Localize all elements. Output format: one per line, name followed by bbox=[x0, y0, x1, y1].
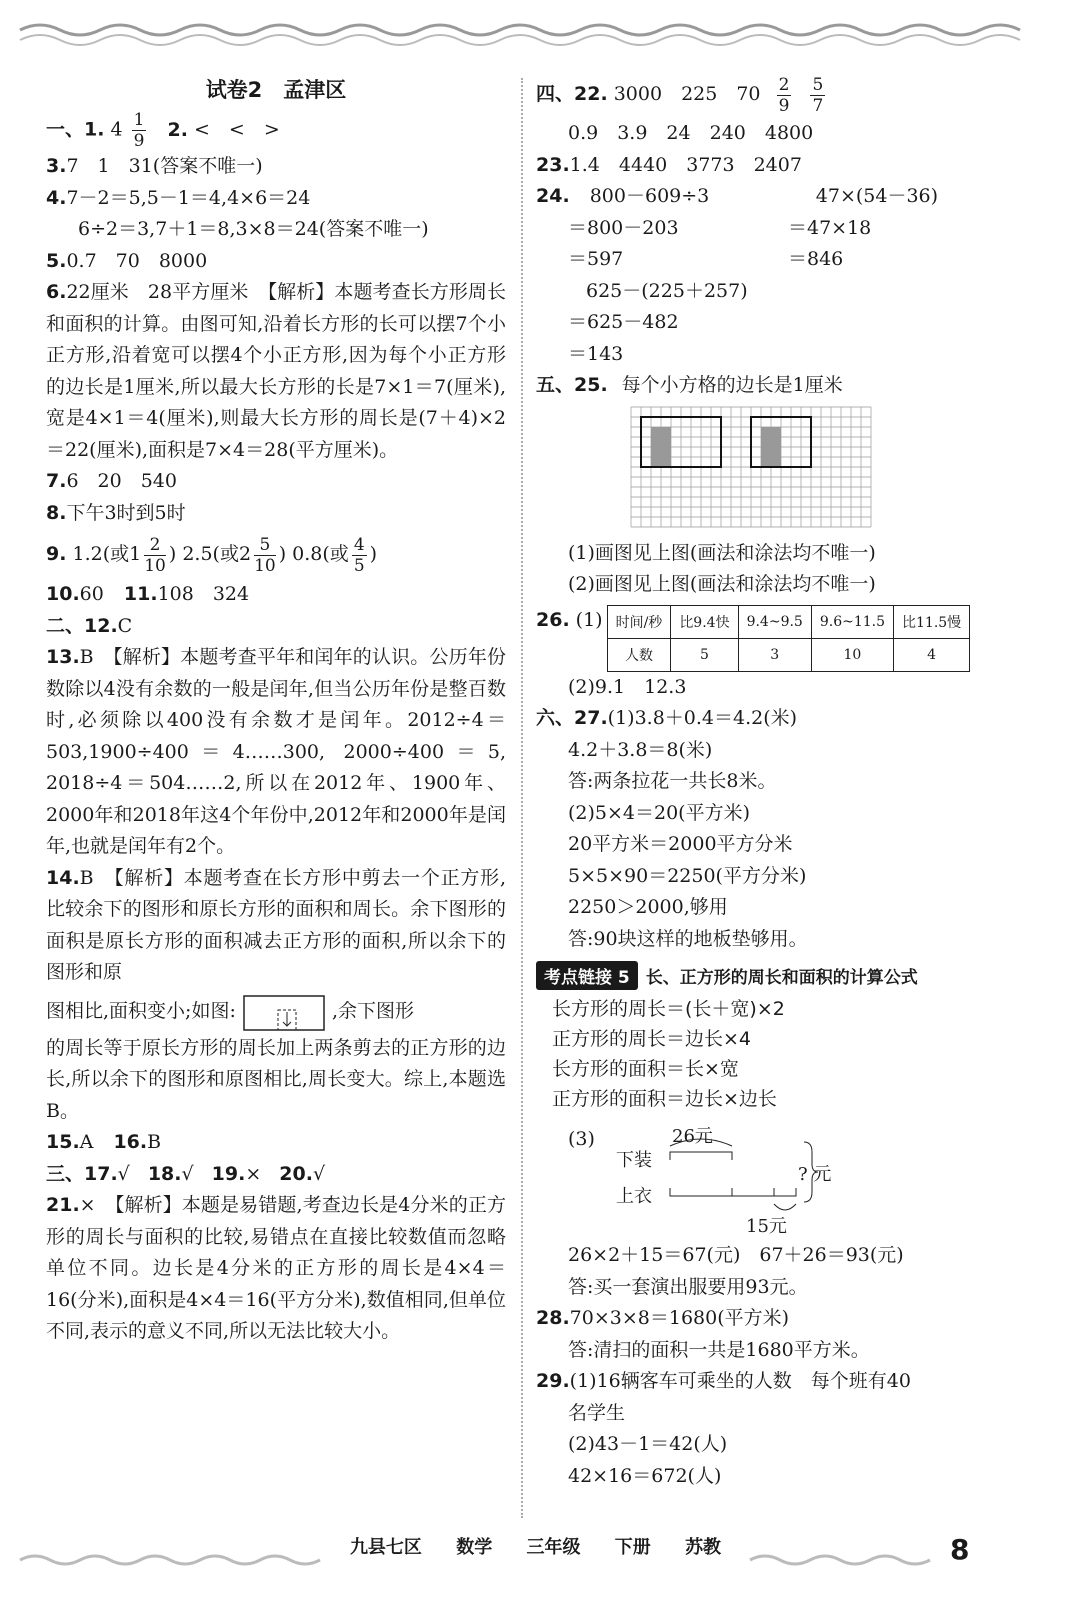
footer: 九县七区 数学 三年级 下册 苏教 bbox=[349, 1537, 722, 1558]
answer-q27: 六、27.(1)3.8＋0.4＝4.2(米) bbox=[536, 707, 798, 729]
answer-q9: 9. 1.2(或1 $\frac{2}{10}$ ) 2.5(或2 $\frac{5}{10}$ ) 0.8(或 $\frac{4}{5}$ ) bbox=[46, 534, 378, 576]
answer-q24-c3: ＝143 bbox=[568, 342, 624, 365]
page-title: 试卷2 孟津区 bbox=[205, 78, 347, 102]
kaodian-tag: 考点链接 5 bbox=[536, 961, 638, 990]
answer-q24-step2: ＝800－203 ＝47×18 bbox=[568, 216, 872, 239]
answer-q27-l8: 答:90块这样的地板垫够用。 bbox=[568, 927, 808, 950]
fraction: $\frac{4}{5}$ bbox=[353, 534, 365, 576]
answer-q25-part1: (1)画图见上图(画法和涂法均不唯一) bbox=[568, 541, 876, 564]
answer-q24-c1: 625－(225＋257) bbox=[586, 279, 748, 302]
line-segment-diagram bbox=[656, 1124, 916, 1234]
fraction: $\frac{2}{10}$ bbox=[144, 534, 166, 576]
answer-q6: 6.22厘米 28平方厘米 【解析】本题考查长方形周长和面积的计算。由图可知,沿着长方形的长可以摆7个小正方形,沿着宽可以摆4个小正方形,因为每个小正方形的边长是1厘米,所以最大长方形的长是7×1＝7(厘米),宽是4×1＝4(厘米),则最大长方形的周长是(7＋4)×2＝22(厘米),面积是7×4＝28(平方厘米)。 bbox=[46, 281, 506, 461]
kaodian-link bbox=[536, 961, 1011, 990]
q27-part3-diagram: (3) 26元 下装 上衣 ? 元 15元 bbox=[536, 1124, 1011, 1240]
fraction: $\frac{5}{10}$ bbox=[254, 534, 276, 576]
answer-q29-l2: 名学生 bbox=[568, 1401, 626, 1424]
answer-q24: 24. 800－609÷3 47×(54－36) bbox=[536, 185, 939, 207]
answer-q23: 23.1.4 4440 3773 2407 bbox=[536, 153, 802, 176]
fraction: $\frac{2}{9}$ bbox=[778, 74, 790, 116]
fraction: $\frac{5}{7}$ bbox=[812, 74, 824, 116]
answer-q27-l3: 答:两条拉花一共长8米。 bbox=[568, 770, 777, 792]
answer-q13: 13.B 【解析】本题考查平年和闰年的认识。公历年份数除以4没有余数的一般是闰年,但当公历年份是整百数时,必须除以400没有余数才是闰年。2012÷4＝503,1900÷400＝4……300, 2000÷400＝5, 2018÷4＝504……2,所以在2012年、1900年、2000年和2018年这4个年份中,2012年和2000年是闰年,也就是闰年有2个。 bbox=[46, 646, 506, 857]
table-row: 人数 5 3 10 4 bbox=[607, 638, 970, 671]
answer-q4: 4.7－2＝5,5－1＝4,4×6＝24 bbox=[46, 186, 311, 209]
cut-rectangle-figure bbox=[242, 992, 326, 1032]
answer-q14-figure-line: 图相比,面积变小;如图: ,余下图形 bbox=[46, 989, 506, 1033]
answer-q25-part2: (2)画图见上图(画法和涂法均不唯一) bbox=[568, 573, 876, 595]
answer-q22: 四、22. 3000 225 70 $\frac{2}{9}$ $\frac{5}{7}$ bbox=[536, 74, 824, 116]
answer-q4-line2: 6÷2＝3,7＋1＝8,3×8＝24(答案不唯一) bbox=[78, 218, 429, 240]
page-number: 8 bbox=[950, 1533, 970, 1566]
kaodian-title: 长、正方形的周长和面积的计算公式 bbox=[645, 968, 918, 988]
answer-q14-part2: 的周长等于原长方形的周长加上两条剪去的正方形的边长,所以余下的图形和原图相比,周长变大。综上,本题选B。 bbox=[46, 1036, 506, 1122]
answer-q27-l4: (2)5×4＝20(平方米) bbox=[568, 801, 751, 824]
formula-4: 正方形的面积＝边长×边长 bbox=[552, 1088, 777, 1110]
answer-q27-l5: 20平方米＝2000平方分米 bbox=[568, 833, 793, 855]
answer-q27-l7: 2250＞2000,够用 bbox=[568, 896, 728, 918]
answer-q24-step3: ＝597 ＝846 bbox=[568, 248, 844, 270]
answer-q10: 10.60 11.108 324 bbox=[46, 583, 250, 605]
fraction: $\frac{1}{9}$ bbox=[133, 110, 145, 151]
answer-q27-l6: 5×5×90＝2250(平方分米) bbox=[568, 864, 807, 887]
answer-q26: 26. (1) 时间/秒 比9.4快 9.4~9.5 9.6~11.5 比11.5慢 人数 5 3 10 4 bbox=[536, 605, 1011, 672]
answer-q29-l3: (2)43－1＝42(人) bbox=[568, 1433, 728, 1455]
answer-q14: 14.B 【解析】本题考查在长方形中剪去一个正方形,比较余下的图形和原长方形的面积和周长。余下图形的面积是原长方形的面积减去正方形的面积,所以余下的图形和原 bbox=[46, 866, 506, 983]
answer-q7: 7.6 20 540 bbox=[46, 470, 177, 492]
answer-q26-part2: (2)9.1 12.3 bbox=[568, 675, 687, 698]
answer-q1: 一、1. 4 $\frac{1}{9}$ 2. < < > bbox=[46, 110, 280, 151]
left-column bbox=[46, 70, 506, 1348]
table-header-row: 时间/秒 比9.4快 9.4~9.5 9.6~11.5 比11.5慢 bbox=[607, 605, 970, 638]
answer-q12: 二、12.C bbox=[46, 614, 133, 637]
answer-q27-c2: 答:买一套演出服要用93元。 bbox=[568, 1275, 808, 1298]
answer-q21: 21.× 【解析】本题是易错题,考查边长是4分米的正方形的周长与面积的比较,易错点在直接比较数值而忽略单位不同。边长是4分米的正方形的周长是4×4＝16(分米),面积是4×4＝16(平方分米),数值相同,但单位不同,表示的意义不同,所以无法比较大小。 bbox=[46, 1194, 506, 1342]
right-column bbox=[536, 70, 1011, 1492]
answer-q28: 28.70×3×8＝1680(平方米) bbox=[536, 1307, 790, 1329]
formula-3: 长方形的面积＝长×宽 bbox=[552, 1058, 739, 1080]
answer-q22-line2: 0.9 3.9 24 240 4800 bbox=[568, 122, 814, 144]
answer-q27-c1: 26×2＋15＝67(元) 67＋26＝93(元) bbox=[568, 1244, 904, 1266]
answer-q25: 五、25. 每个小方格的边长是1厘米 bbox=[536, 374, 843, 396]
answer-q29: 29.(1)16辆客车可乘坐的人数 每个班有40 bbox=[536, 1370, 911, 1392]
q26-table bbox=[607, 605, 971, 672]
answer-q29-l4: 42×16＝672(人) bbox=[568, 1464, 722, 1487]
answer-q27-l2: 4.2＋3.8＝8(米) bbox=[568, 738, 713, 761]
top-wave-border bbox=[0, 0, 1071, 60]
answer-q3: 3.7 1 31(答案不唯一) bbox=[46, 155, 263, 177]
answer-q17-20: 三、17.√ 18.√ 19.× 20.√ bbox=[46, 1162, 326, 1185]
answer-q15: 15.A 16.B bbox=[46, 1131, 162, 1153]
formula-1: 长方形的周长＝(长＋宽)×2 bbox=[552, 998, 785, 1020]
answer-q28-l2: 答:清扫的面积一共是1680平方米。 bbox=[568, 1338, 870, 1361]
formula-2: 正方形的周长＝边长×4 bbox=[552, 1028, 752, 1050]
answer-q8: 8.下午3时到5时 bbox=[46, 501, 186, 524]
column-divider bbox=[521, 78, 523, 1518]
grid-figure bbox=[630, 406, 880, 534]
answer-q24-c2: ＝625－482 bbox=[568, 311, 679, 333]
answer-q5: 5.0.7 70 8000 bbox=[46, 249, 208, 272]
